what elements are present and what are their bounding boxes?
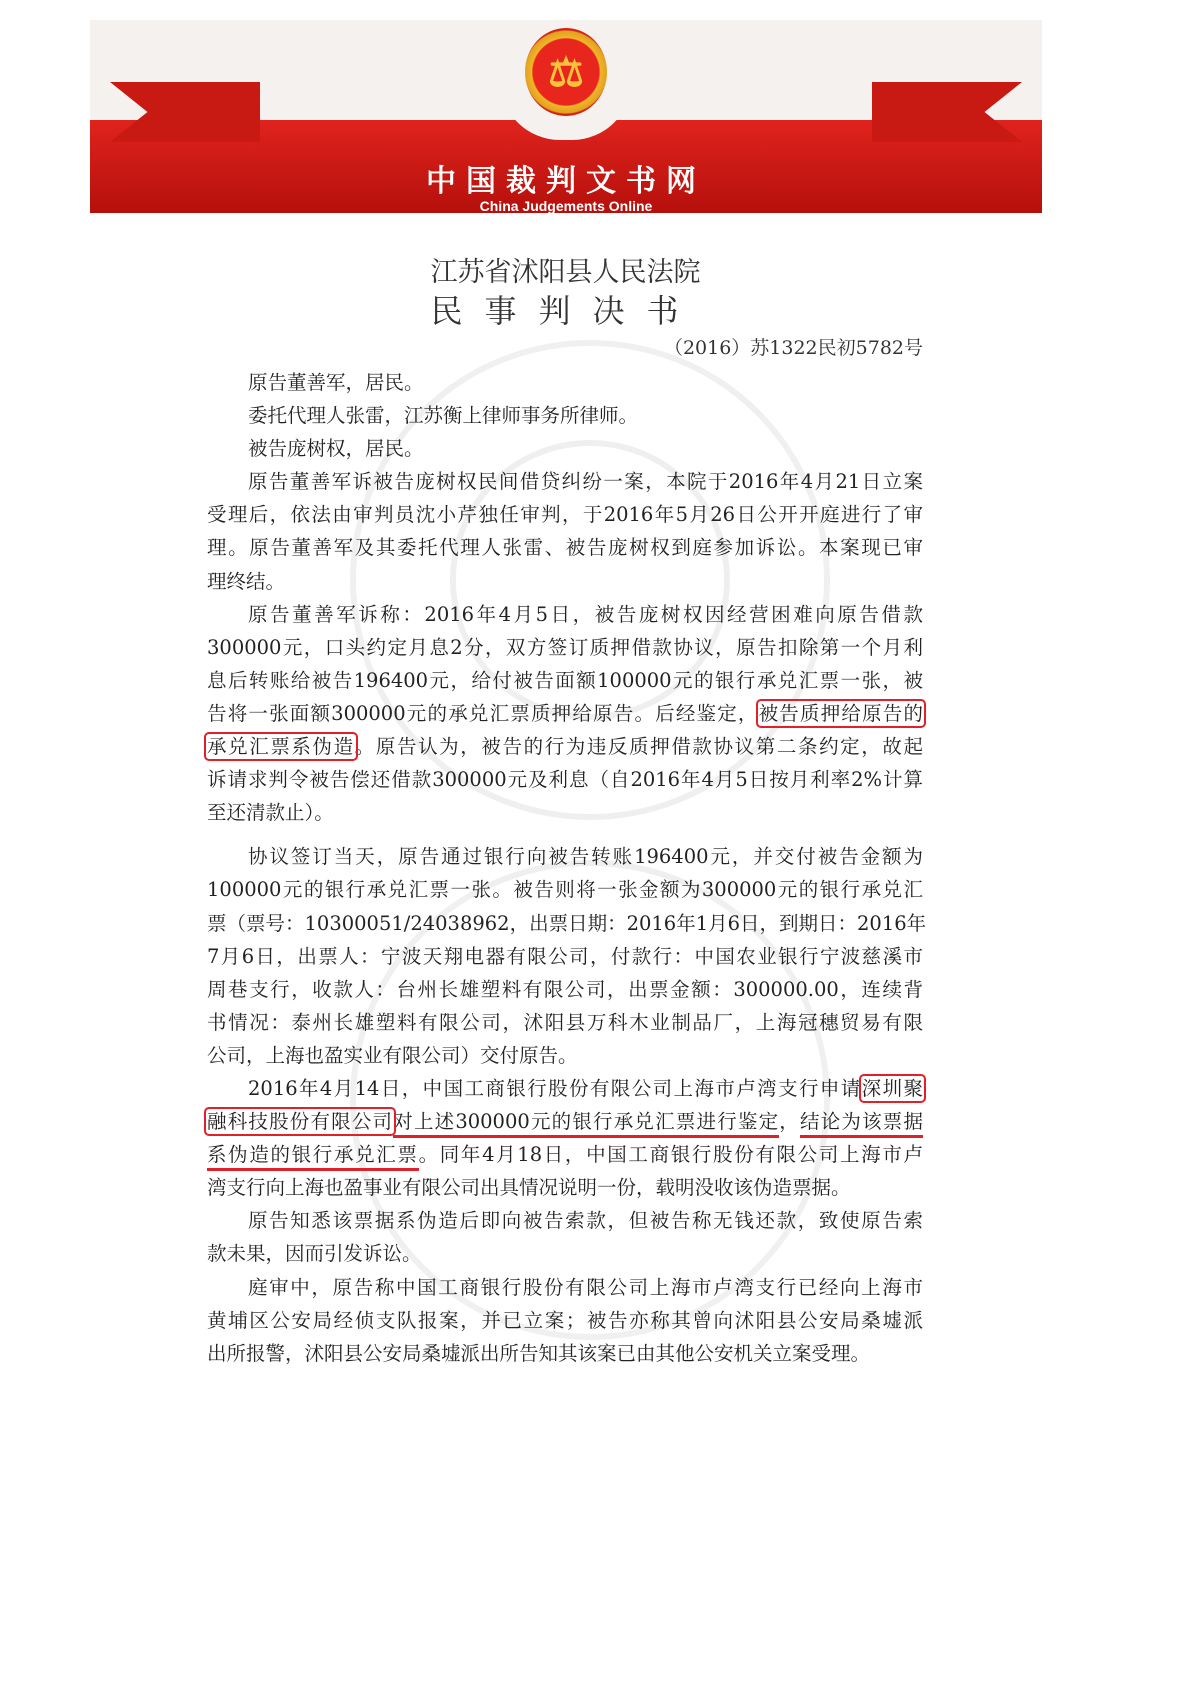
text-segment: 票（票号：10300051/24038962，出票日期：2016年1月6日，到期日：2016年 bbox=[207, 911, 927, 935]
text-line bbox=[207, 531, 923, 564]
site-subtitle: China Judgements Online bbox=[479, 198, 653, 213]
text-segment: ， bbox=[779, 1110, 800, 1134]
highlight-underline: 结论为该票据 bbox=[800, 1110, 923, 1138]
text-segment: 至还清款止）。 bbox=[207, 801, 334, 825]
text-line bbox=[207, 1237, 923, 1270]
text-line bbox=[207, 873, 923, 906]
text-segment: 庭审中，原告称中国工商银行股份有限公司上海市卢湾支行已经向上海市 bbox=[248, 1275, 923, 1299]
text-segment: 湾支行向上海也盈事业有限公司出具情况说明一份，载明没收该伪造票据。 bbox=[207, 1176, 851, 1200]
text-line bbox=[207, 1171, 923, 1204]
text-line bbox=[207, 664, 923, 697]
text-segment: 书情况：泰州长雄塑料有限公司，沭阳县万科木业制品厂，上海冠穗贸易有限 bbox=[207, 1010, 923, 1034]
paragraph bbox=[207, 366, 923, 399]
text-segment: 2016年4月14日，中国工商银行股份有限公司上海市卢湾支行申请 bbox=[248, 1076, 862, 1100]
case-number: （2016）苏1322民初5782号 bbox=[663, 337, 923, 359]
text-line bbox=[207, 940, 923, 973]
text-segment: 出所报警，沭阳县公安局桑墟派出所告知其该案已由其他公安机关立案受理。 bbox=[207, 1341, 871, 1365]
text-line bbox=[207, 697, 923, 730]
text-segment: 100000元的银行承兑汇票一张。被告则将一张金额为300000元的银行承兑汇 bbox=[207, 878, 923, 902]
text-segment: 理终结。 bbox=[207, 569, 286, 593]
court-name: 江苏省沭阳县人民法院 bbox=[430, 257, 701, 288]
text-segment: 周巷支行，收款人：台州长雄塑料有限公司，出票金额：300000.00，连续背 bbox=[207, 977, 923, 1001]
paragraph bbox=[207, 1271, 923, 1370]
text-line bbox=[207, 1006, 923, 1039]
paragraph bbox=[207, 840, 927, 1072]
highlight-box: 被告质押给原告的 bbox=[758, 701, 923, 725]
text-segment: 告将一张面额300000元的承兑汇票质押给原告。后经鉴定， bbox=[207, 701, 759, 725]
banner-ribbon-left bbox=[110, 82, 260, 142]
text-segment: 被告庞树权，居民。 bbox=[248, 437, 424, 461]
text-segment: 。同年4月18日，中国工商银行股份有限公司上海市卢 bbox=[418, 1143, 923, 1167]
text-segment: 原告董善军，居民。 bbox=[248, 371, 424, 394]
text-line bbox=[207, 1271, 923, 1304]
text-line bbox=[207, 1039, 923, 1072]
text-line bbox=[207, 498, 923, 531]
paragraph bbox=[207, 1204, 923, 1270]
highlight-underline: 对上述300000元的银行承兑汇票进行鉴定 bbox=[393, 1110, 779, 1138]
highlight-box: 融科技股份有限公司 bbox=[207, 1110, 394, 1134]
text-line bbox=[207, 907, 927, 940]
paragraph-gap bbox=[207, 829, 923, 840]
document-type: 民事判决书 bbox=[430, 292, 701, 330]
highlight-underline: 系伪造的银行承兑汇票 bbox=[207, 1143, 419, 1171]
text-line bbox=[207, 973, 923, 1006]
text-line bbox=[207, 796, 923, 829]
text-line bbox=[207, 465, 923, 498]
text-line bbox=[207, 432, 923, 465]
site-banner bbox=[90, 20, 1042, 213]
text-segment: 款未果，因而引发诉讼。 bbox=[207, 1242, 422, 1266]
paragraph bbox=[207, 432, 923, 465]
text-segment: 委托代理人张雷，江苏衡上律师事务所律师。 bbox=[248, 404, 639, 428]
text-segment: 300000元，口头约定月息2分，双方签订质押借款协议，原告扣除第一个月利 bbox=[207, 635, 923, 659]
text-line bbox=[207, 1072, 923, 1105]
text-segment: 理。原告董善军及其委托代理人张雷、被告庞树权到庭参加诉讼。本案现已审 bbox=[207, 536, 923, 560]
highlight-box: 深圳聚 bbox=[861, 1076, 923, 1100]
paragraph bbox=[207, 399, 923, 432]
text-line bbox=[207, 399, 923, 432]
text-segment: 公司，上海也盈实业有限公司）交付原告。 bbox=[207, 1043, 578, 1067]
highlight-box: 承兑汇票系伪造 bbox=[207, 735, 355, 759]
text-segment: 。原告认为，被告的行为违反质押借款协议第二条约定，故起 bbox=[354, 735, 923, 759]
paragraph bbox=[207, 598, 923, 830]
text-segment: 受理后，依法由审判员沈小芹独任审判，于2016年5月26日公开开庭进行了审 bbox=[207, 503, 923, 527]
text-segment: 原告知悉该票据系伪造后即向被告索款，但被告称无钱还款，致使原告索 bbox=[248, 1209, 923, 1233]
judgment-body bbox=[207, 366, 927, 1370]
text-segment: 协议签订当天，原告通过银行向被告转账196400元，并交付被告金额为 bbox=[248, 845, 923, 869]
text-line bbox=[207, 1204, 923, 1237]
site-title: 中国裁判文书网 bbox=[426, 164, 706, 199]
text-segment: 原告董善军诉称：2016年4月5日，被告庞树权因经营困难向原告借款 bbox=[248, 602, 923, 626]
text-segment: 息后转账给被告196400元，给付被告面额100000元的银行承兑汇票一张，被 bbox=[207, 668, 923, 692]
text-segment: 诉请求判令被告偿还借款300000元及利息（自2016年4月5日按月利率2%计算 bbox=[207, 768, 923, 792]
paragraph bbox=[207, 1072, 923, 1204]
text-segment: 黄埔区公安局经侦支队报案，并已立案；被告亦称其曾向沭阳县公安局桑墟派 bbox=[207, 1308, 923, 1332]
text-line bbox=[207, 565, 923, 598]
text-line bbox=[207, 366, 923, 399]
text-line bbox=[207, 730, 923, 763]
text-line bbox=[207, 1304, 923, 1337]
text-line bbox=[207, 1105, 923, 1138]
paragraph bbox=[207, 465, 923, 597]
text-line bbox=[207, 840, 923, 873]
text-segment: 原告董善军诉被告庞树权民间借贷纠纷一案，本院于2016年4月21日立案 bbox=[248, 470, 923, 494]
text-line bbox=[207, 631, 923, 664]
text-segment: 7月6日，出票人：宁波天翔电器有限公司，付款行：中国农业银行宁波慈溪市 bbox=[207, 944, 923, 968]
banner-ribbon-right bbox=[872, 82, 1022, 142]
text-line bbox=[207, 598, 923, 631]
court-emblem-icon: ⚖ bbox=[525, 28, 607, 116]
text-line bbox=[207, 763, 923, 796]
text-line bbox=[207, 1138, 923, 1171]
text-line bbox=[207, 1337, 923, 1370]
